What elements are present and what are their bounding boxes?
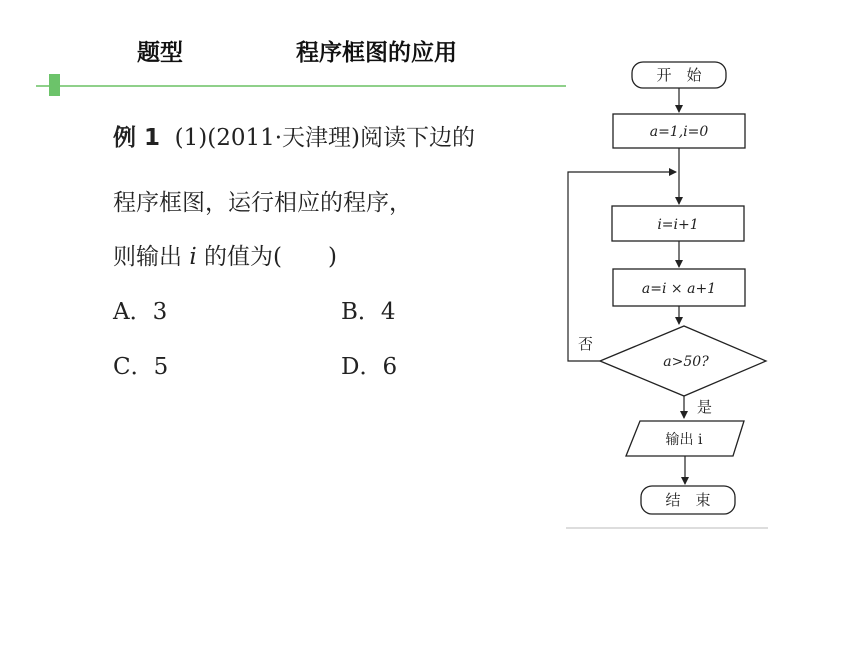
option-a: A．3 — [113, 299, 168, 325]
option-d: D．6 — [341, 354, 398, 380]
yes-branch-label: 是 — [697, 398, 713, 416]
no-branch-label: 否 — [578, 335, 594, 353]
problem-question-start: 则输出 — [113, 244, 190, 270]
problem-source: (1)(2011·天津理)阅读下边的 — [174, 125, 476, 151]
start-label: 开 始 — [656, 66, 702, 84]
update-label: a=i × a+1 — [641, 281, 717, 297]
end-label: 结 束 — [665, 491, 711, 509]
problem-question-end: 的值为( ) — [196, 244, 337, 270]
problem-variable: i — [189, 244, 197, 270]
section-label: 题型 — [137, 40, 183, 66]
option-b: B．4 — [341, 299, 396, 325]
init-label: a=1,i=0 — [649, 124, 709, 140]
output-label: 输出 i — [665, 432, 703, 448]
loop-back-arrow — [568, 172, 676, 361]
increment-label: i=i+1 — [657, 217, 699, 233]
condition-label: a>50? — [663, 354, 709, 370]
section-title: 程序框图的应用 — [296, 40, 457, 66]
example-tag: 例 1 — [113, 125, 161, 151]
option-c: C．5 — [113, 354, 169, 380]
problem-line-2: 程序框图，运行相应的程序， — [113, 190, 412, 216]
